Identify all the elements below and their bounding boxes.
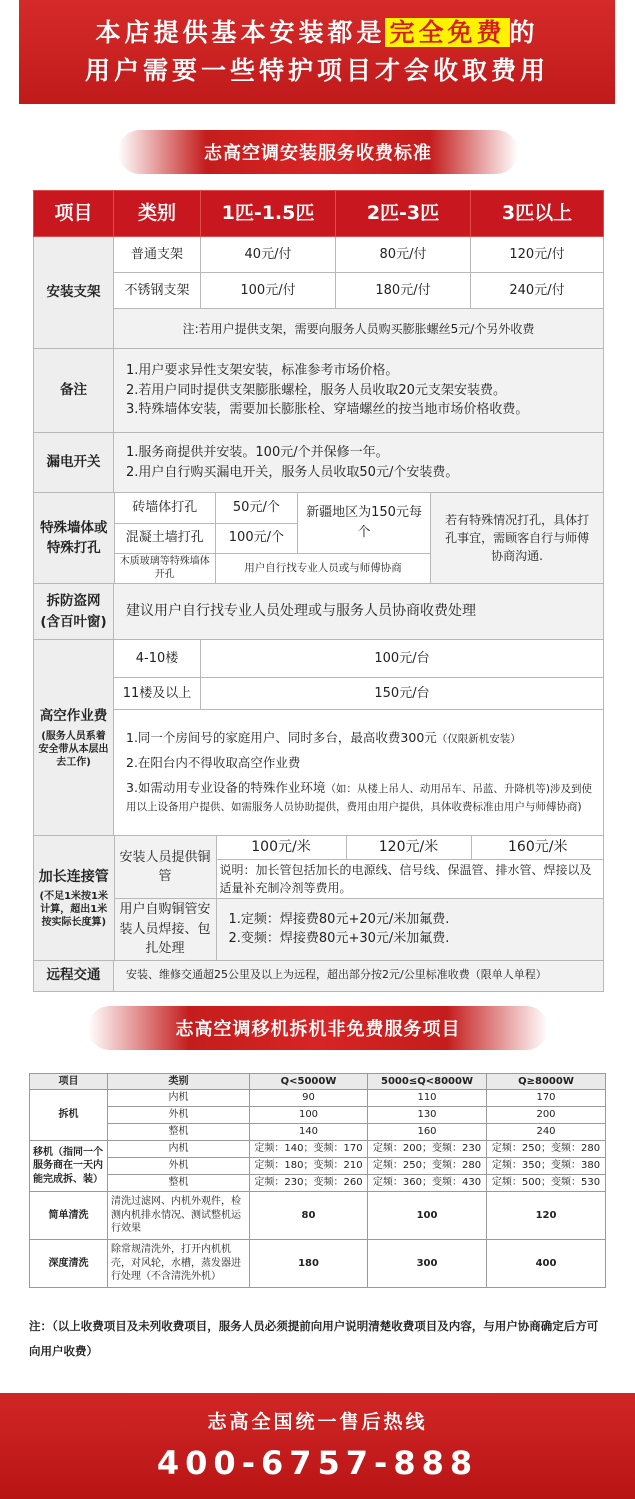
hotline-title: 志高全国统一售后热线: [207, 1411, 428, 1433]
free-highlight: 完全免费: [385, 18, 509, 47]
row-label-pipe: 加长连接管 (不足1米按1米计算，超出1米按实际长度算): [34, 836, 114, 960]
row-label-bracket: 安装支架: [34, 237, 114, 349]
row-label-wall: 特殊墙体或特殊打孔: [34, 493, 114, 583]
table-cell: 160元/米: [471, 836, 604, 860]
row-label-remarks: 备注: [34, 349, 114, 433]
table-row: 整机 140 160 240: [30, 1124, 606, 1141]
remarks-cell: [114, 349, 604, 433]
top-banner: [19, 0, 615, 104]
table-cell: 不锈钢支架: [114, 273, 201, 309]
table-cell: 用户自购铜管安装人员焊接、包扎处理: [114, 899, 216, 960]
table-cell: 100元/米: [216, 836, 346, 860]
remote-cell: 安装、维修交通超25公里及以上为远程，超出部分按2元/公里标准收费（限单人单程）: [114, 960, 604, 991]
table-cell: 安装人员提供铜管: [114, 836, 216, 899]
header-cell: 类别: [108, 1074, 250, 1090]
table-cell: 砖墙体打孔: [114, 493, 215, 523]
table-row: [34, 433, 604, 493]
section1-title: 志高空调安装服务收费标准: [118, 130, 518, 174]
header-cell: 类别: [114, 191, 201, 237]
table-cell: 100元/台: [201, 640, 604, 678]
table-row: [34, 960, 604, 991]
table-cell: 180元/付: [336, 273, 471, 309]
row-label-high: 高空作业费 (服务人员系着安全带从本层出去工作): [34, 640, 114, 836]
table-cell: 木质玻璃等特殊墙体开孔: [114, 553, 215, 583]
table-row: 拆机 内机 90 110 170: [30, 1090, 606, 1107]
special-hole-note: 若有特殊情况打孔，具体打孔事宜，需顾客自行与师傅协商沟通.: [431, 493, 603, 583]
breaker-line: 1.服务商提供并安装。100元/个并保修一年。: [126, 445, 389, 460]
move-fee-table: [29, 1073, 606, 1288]
table-row: [34, 237, 604, 273]
table-cell: 150元/台: [201, 678, 604, 710]
table-cell: 混凝土墙打孔: [114, 523, 215, 553]
table-cell: 40元/付: [201, 237, 336, 273]
table-row: [34, 836, 604, 961]
remark-line: 3.特殊墙体安装，需要加长膨胀栓、穿墙螺丝的按当地市场价格收费。: [126, 402, 529, 418]
table-row: 外机 定频：180；变频：210 定频：250；变频：280 定频：350；变频：380: [30, 1158, 606, 1175]
table-cell: 50元/个: [215, 493, 297, 523]
table-row: [34, 710, 604, 836]
high-notes: 1.同一个房间号的家庭用户、同时多台，最高收费300元（仅限新机安装） 2.在阳台内不得收取高空作业费 3.如需动用专业设备的特殊作业环境（如：从楼上吊人、动用吊车、吊蓝、升降机等)涉及到使用以上设备用户提供、如需服务人员协助提供，费用由用户提供，具体收费标准由用户与师傅协商): [114, 710, 604, 836]
row-label-simple-clean: 简单清洗: [30, 1192, 108, 1240]
table-cell: 4-10楼: [114, 640, 201, 678]
table-cell: 240元/付: [471, 273, 604, 309]
table-cell: 普通支架: [114, 237, 201, 273]
row-label-breaker: 漏电开关: [34, 433, 114, 493]
pipe-weld: 1.定频：焊接费80元+20元/米加氟费. 2.变频：焊接费80元+30元/米加氟费.: [216, 899, 604, 960]
table-row: 整机 定频：230；变频：260 定频：360；变频：430 定频：500；变频：530: [30, 1175, 606, 1192]
install-fee-table: [33, 190, 604, 992]
pipe-desc: 说明：加长管包括加长的电源线、信号线、保温管、排水管、焊接以及适量补充制冷剂等费用。: [216, 860, 604, 899]
header-cell: 3匹以上: [471, 191, 604, 237]
pipe-sub: (不足1米按1米计算，超出1米按实际长度算): [39, 890, 108, 928]
banner-line2: 用户需要一些特护项目才会收取费用: [84, 56, 549, 85]
table-cell: 100元/个: [215, 523, 297, 553]
header-cell: 1匹-1.5匹: [201, 191, 336, 237]
xinjiang-note: 新疆地区为150元每个: [297, 493, 430, 553]
breaker-cell: [114, 433, 604, 493]
table-cell: 用户自行找专业人员或与师傅协商: [215, 553, 430, 583]
table-header: [34, 191, 604, 237]
section2-title: 志高空调移机拆机非免费服务项目: [88, 1006, 548, 1050]
table-row: 深度清洗 除常规清洗外，打开内机机壳，对风轮，水槽，蒸发器进行处理（不含清洗外机） 180 300 400: [30, 1240, 606, 1288]
table-row: [34, 493, 604, 584]
hotline-footer: [0, 1393, 635, 1499]
table-cell: 120元/米: [346, 836, 471, 860]
row-label-dismantle: 拆机: [30, 1090, 108, 1141]
antitheft-cell: 建议用户自行找专业人员处理或与服务人员协商收费处理: [114, 584, 604, 640]
table-cell: 除常规清洗外，打开内机机壳，对风轮，水槽，蒸发器进行处理（不含清洗外机）: [108, 1240, 250, 1288]
header-cell: 项目: [34, 191, 114, 237]
wall-subtable: [34, 493, 603, 583]
table-row: [34, 309, 604, 349]
table-row: [34, 584, 604, 640]
breaker-line: 2.用户自行购买漏电开关，服务人员收取50元/个安装费。: [126, 464, 459, 480]
footnote: 注：（以上收费项目及未列收费项目，服务人员必须提前向用户说明清楚收费项目及内容，与用户协商确定后方可向用户收费）: [29, 1319, 599, 1358]
high-sub: (服务人员系着安全带从本层出去工作): [38, 731, 109, 769]
row-label-antitheft: 拆防盗网(含百叶窗): [34, 584, 114, 640]
table-cell: 80元/付: [336, 237, 471, 273]
table-cell: 清洗过滤网、内机外观件，检测内机排水情况、测试整机运行效果: [108, 1192, 250, 1240]
header-cell: 2匹-3匹: [336, 191, 471, 237]
remark-line: 2.若用户同时提供支架膨胀螺栓，服务人员收取20元支架安装费。: [126, 382, 506, 398]
table-row: [34, 678, 604, 710]
header-cell: Q≥8000W: [487, 1074, 606, 1090]
remark-line: 1.用户要求异性支架安装，标准参考市场价格。: [126, 363, 399, 379]
row-label-deep-clean: 深度清洗: [30, 1240, 108, 1288]
table-row: 外机 100 130 200: [30, 1107, 606, 1124]
bracket-note: 注:若用户提供支架，需要向服务人员购买膨胀螺丝5元/个另外收费: [114, 309, 604, 349]
pipe-subtable: [34, 836, 604, 960]
header-cell: 项目: [30, 1074, 108, 1090]
table-cell: 11楼及以上: [114, 678, 201, 710]
table-header: [30, 1074, 606, 1090]
row-label-remote: 远程交通: [34, 960, 114, 991]
table-cell: 100元/付: [201, 273, 336, 309]
row-label-move: 移机（指同一个服务商在一天内能完成拆、装）: [30, 1141, 108, 1192]
header-cell: Q<5000W: [250, 1074, 368, 1090]
banner-line1: 本店提供基本安装都是 完全免费 的: [95, 18, 539, 47]
table-row: 简单清洗 清洗过滤网、内机外观件，检测内机排水情况、测试整机运行效果 80 100 120: [30, 1192, 606, 1240]
header-cell: 5000≤Q<8000W: [368, 1074, 487, 1090]
table-row: [34, 349, 604, 433]
hotline-phone[interactable]: 400-6757-888: [156, 1444, 479, 1482]
table-row: [34, 640, 604, 678]
table-row: 移机（指同一个服务商在一天内能完成拆、装） 内机 定频：140；变频：170 定频：200；变频：230 定频：250；变频：280: [30, 1141, 606, 1158]
table-row: [34, 273, 604, 309]
table-cell: 120元/付: [471, 237, 604, 273]
